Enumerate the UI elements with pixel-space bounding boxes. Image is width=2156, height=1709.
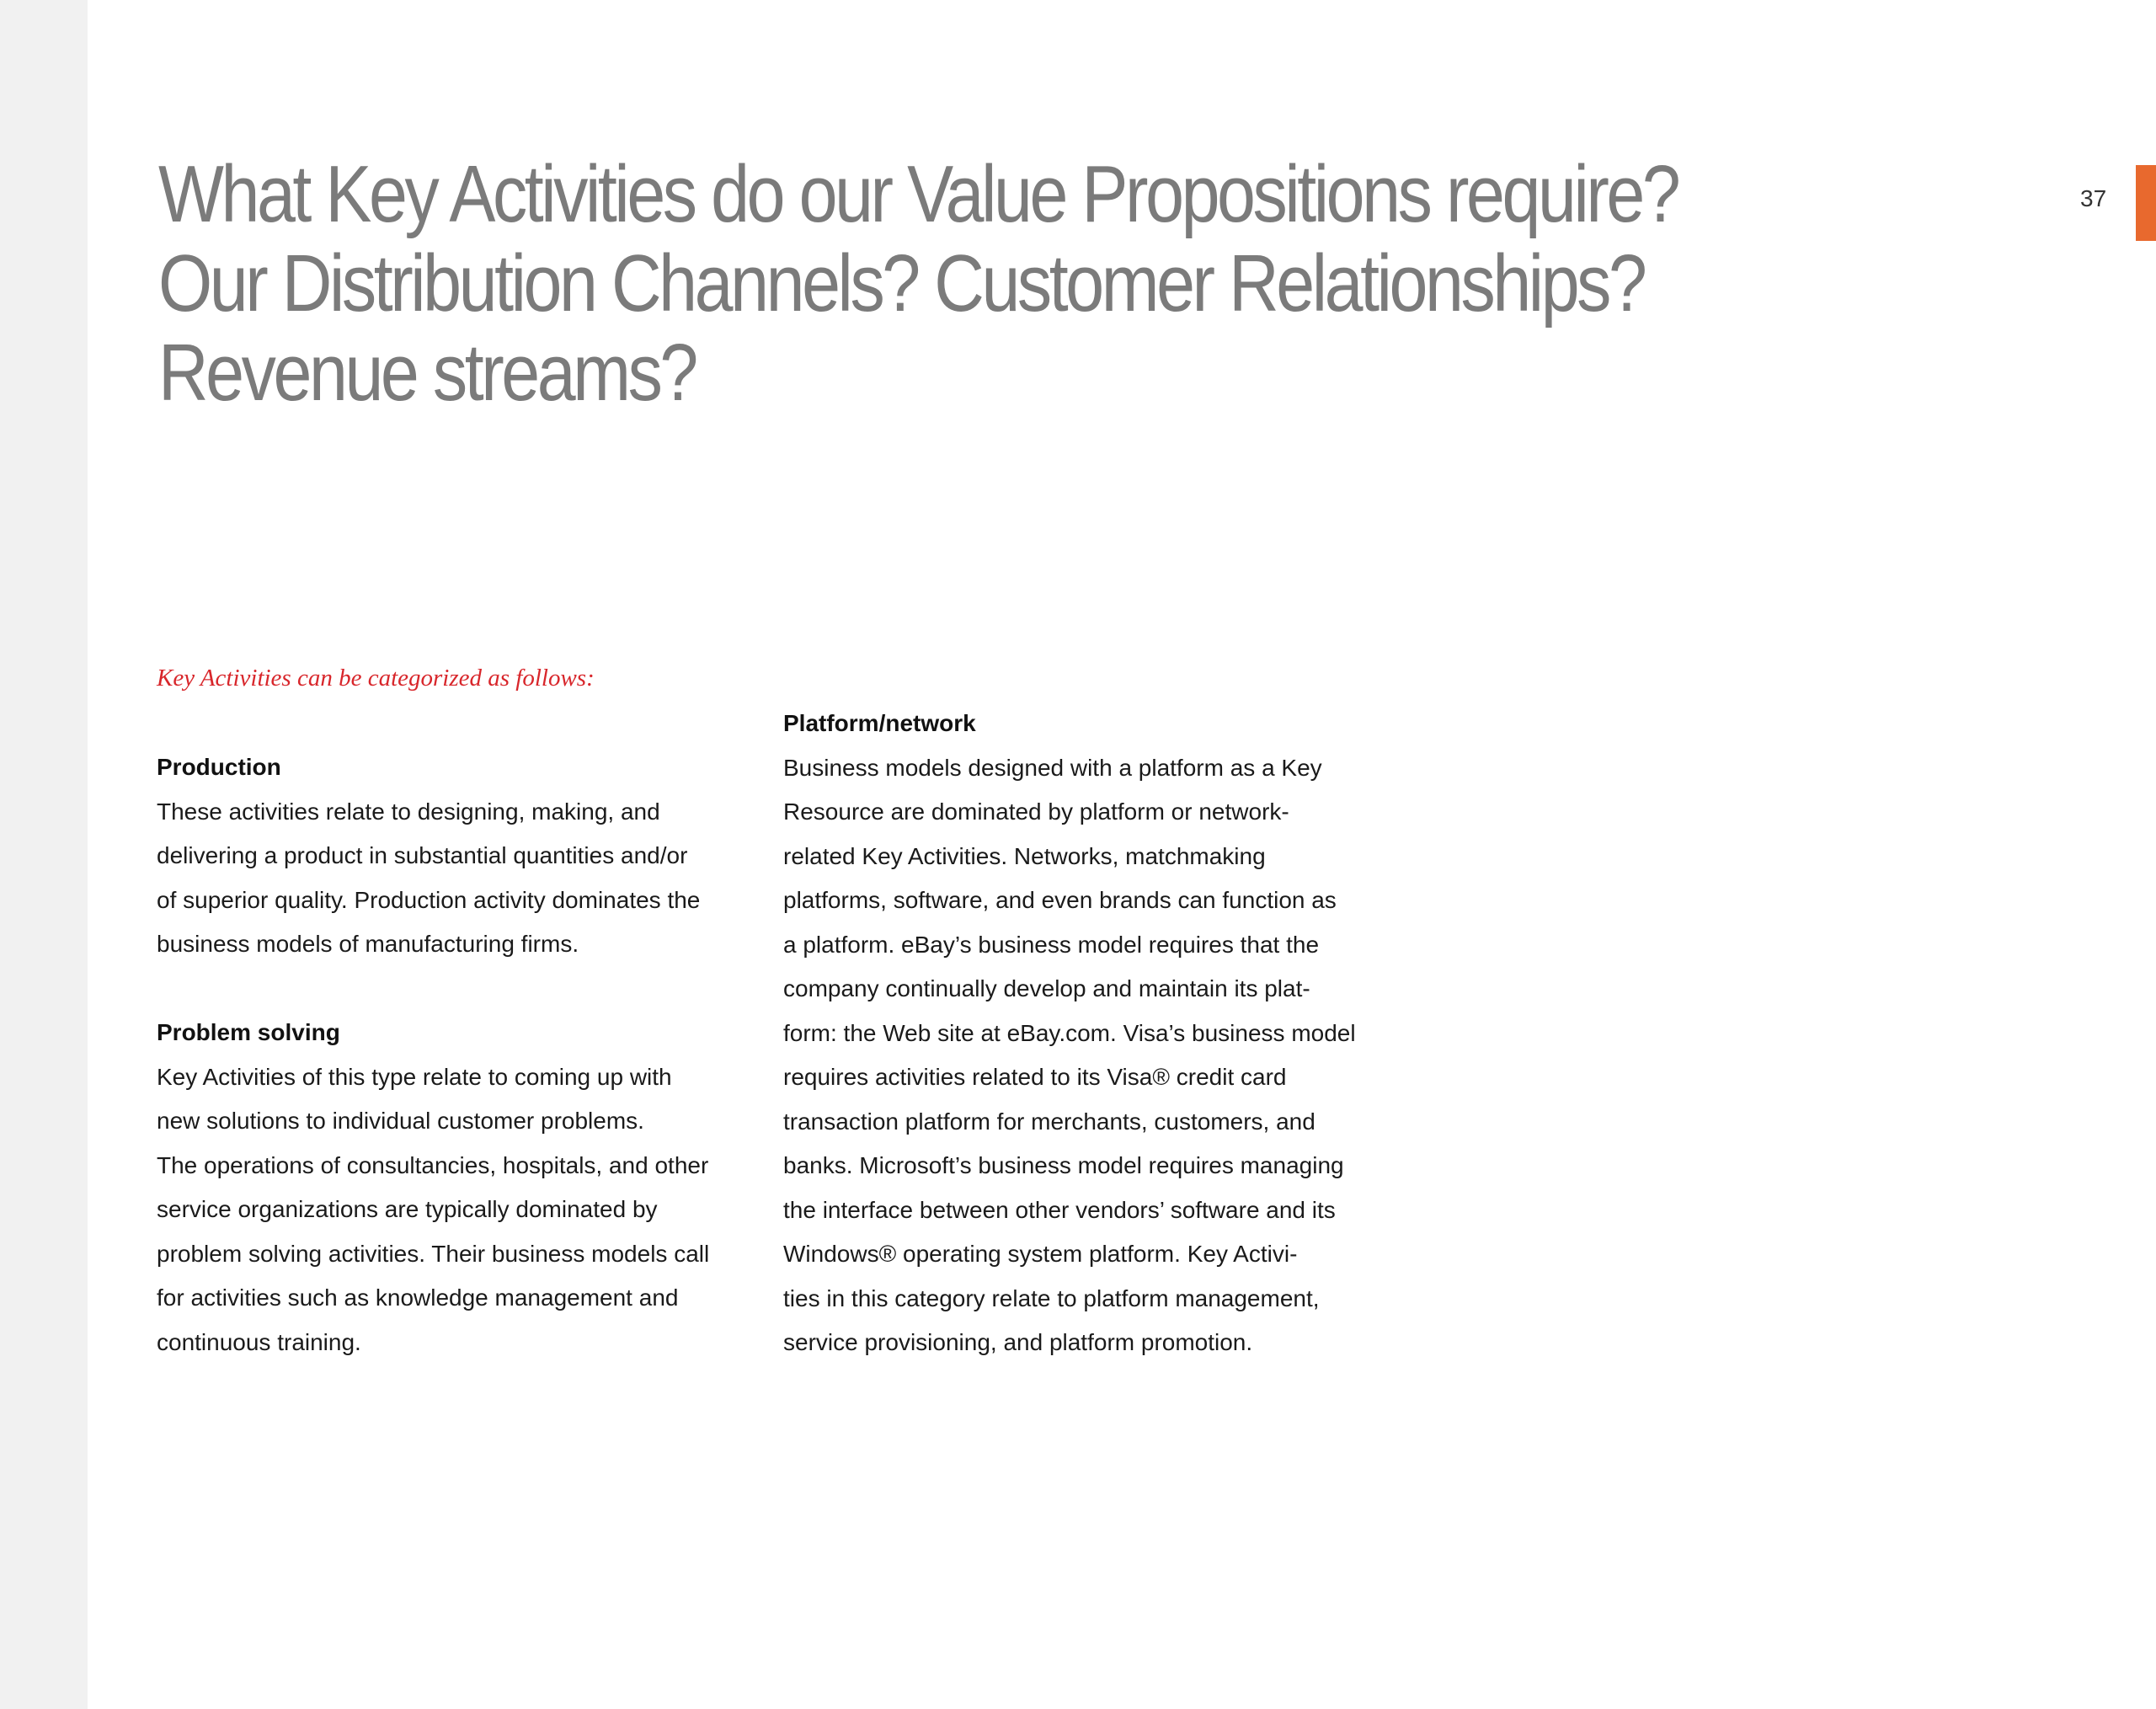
page-tab-marker [2136,165,2156,241]
page-number: 37 [2080,185,2107,211]
body-line: related Key Activities. Networks, matchmaking [783,842,1266,869]
body-line: Key Activities of this type relate to coming up with [157,1063,672,1090]
section-heading-production: Production [157,754,281,780]
body-line: for activities such as knowledge management and [157,1284,679,1311]
body-line: Windows® operating system platform. Key Activi- [783,1241,1298,1267]
body-line: transaction platform for merchants, customers, and [783,1108,1315,1135]
body-line: of superior quality. Production activity dominates the [157,886,701,913]
intro-text: Key Activities can be categorized as follows: [157,665,595,692]
body-line: platforms, software, and even brands can function as [783,887,1337,913]
title-line: Our Distribution Channels? Customer Relationships? [158,238,1645,328]
body-line: service organizations are typically dominated by [157,1196,658,1222]
title-line: What Key Activities do our Value Propositions require? [158,149,1678,239]
body-line: Business models designed with a platform as a Key [783,754,1322,781]
body-line: a platform. eBay’s business model requires that the [783,931,1320,958]
body-line: These activities relate to designing, making, and [157,798,660,825]
body-line: problem solving activities. Their business models call [157,1240,710,1267]
body-line: service provisioning, and platform promotion. [783,1329,1253,1355]
body-line: company continually develop and maintain its plat- [783,975,1310,1001]
paragraph-gap [157,967,763,1012]
body-line: form: the Web site at eBay.com. Visa’s business model [783,1019,1356,1046]
right-column [783,702,1390,1365]
left-gutter [0,0,88,1709]
body-line: Resource are dominated by platform or network- [783,798,1289,825]
body-line: the interface between other vendors’ software and its [783,1196,1336,1223]
body-line: banks. Microsoft’s business model requires managing [783,1152,1344,1178]
section-heading-platform-network: Platform/network [783,710,976,736]
body-line: new solutions to individual customer problems. [157,1108,644,1134]
body-line: ties in this category relate to platform management, [783,1284,1320,1311]
body-line: business models of manufacturing firms. [157,931,579,957]
section-heading-problem-solving: Problem solving [157,1019,340,1045]
body-line: requires activities related to its Visa® credit card [783,1064,1287,1090]
body-line: The operations of consultancies, hospitals, and other [157,1151,709,1178]
left-column [157,745,763,1365]
title-line: Revenue streams? [158,328,696,418]
page-title [158,150,1679,418]
body-line: continuous training. [157,1328,361,1355]
body-line: delivering a product in substantial quantities and/or [157,842,688,868]
